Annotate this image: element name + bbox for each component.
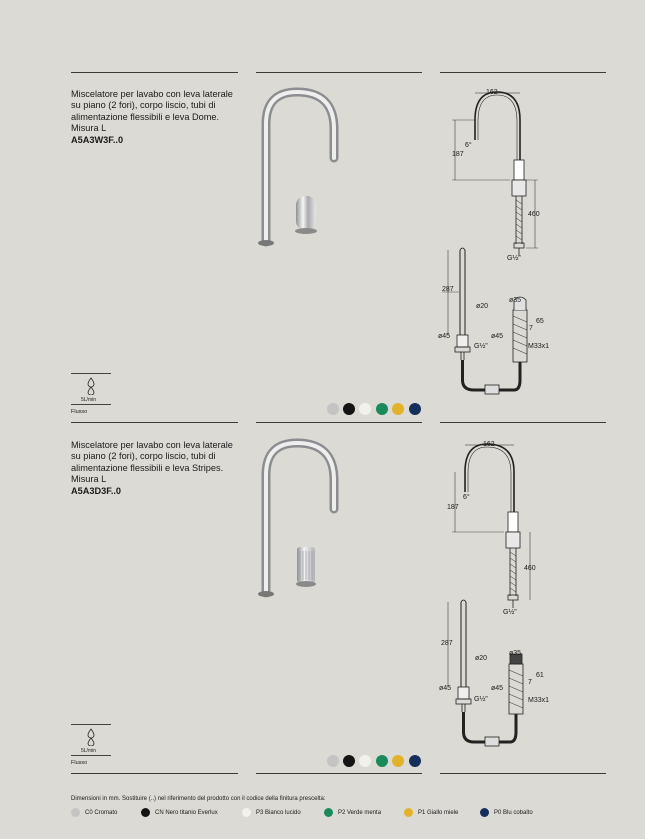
legend-p0-label: P0 Blu cobalto [494,809,533,816]
legend-c0 [71,807,117,818]
finish-dot-c0[interactable] [327,403,339,415]
finish-dot-p1[interactable] [392,755,404,767]
dim-m33: M33x1 [528,343,550,350]
dim-d20: ø20 [476,303,489,310]
legend-p2 [324,807,381,818]
legend-cn [141,807,218,818]
dim-thread-2: G½" [474,343,488,350]
finish-dot-p1[interactable] [392,403,404,415]
legend-c0-label: C0 Cromato [85,809,118,816]
legend-p0 [480,807,533,818]
flow-box [71,373,111,405]
dim-d45-right: ø45 [491,333,504,340]
product-1-code: A5A3W3F..0 [71,134,124,145]
product-2-photo [252,435,352,605]
product-1-technical-drawing [430,80,610,405]
product-2-title: Miscelatore per lavabo con leva laterale su piano (2 fori), corpo liscio, tubi di alimentazione flessibili e leva Stripes. Misura L [71,440,233,485]
dim-7: 7 [528,679,532,686]
dim-thread: G½" [503,609,517,616]
swatch-p0 [480,808,489,817]
dim-d45-left: ø45 [438,333,451,340]
rule-bottom-col3 [440,773,606,774]
rule-top-col3 [440,72,606,73]
swatch-c0 [71,808,80,817]
finish-dot-cn[interactable] [343,403,355,415]
legend-p2-label: P2 Verde menta [338,809,382,816]
rule-top-col2 [256,72,422,73]
dim-spout-height: 187 [447,504,459,511]
finish-dot-p0[interactable] [409,755,421,767]
legend-p3 [242,807,301,818]
rule-mid-col3 [440,422,606,423]
product-2-flow [71,724,111,766]
flow-value: 5L/min [81,397,97,403]
dim-angle: 6° [463,494,470,501]
water-drop-icon [86,377,96,395]
water-drop-icon [86,728,96,746]
rule-bottom-col2 [256,773,422,774]
dim-65: 65 [536,318,544,325]
product-1-flow [71,373,111,415]
dim-lever-height: 287 [441,640,453,647]
product-1-photo [252,84,352,254]
finish-dot-cn[interactable] [343,755,355,767]
legend-p1 [404,807,458,818]
finish-dot-p3[interactable] [359,755,371,767]
rule-mid-col2 [256,422,422,423]
product-2-code: A5A3D3F..0 [71,485,122,496]
product-2-finish-dots [327,755,427,767]
swatch-p2 [324,808,333,817]
flow-label: Flusso [71,409,88,415]
finish-dot-p2[interactable] [376,403,388,415]
swatch-p1 [404,808,413,817]
dim-m33: M33x1 [528,697,550,704]
dimensions-note: Dimensioni in mm. Sostituire (..) nel riferimento del prodotto con il codice della finitura prescelta: [71,796,326,802]
dim-thread: G½" [507,255,521,262]
flow-value: 5L/min [81,748,97,754]
dim-7: 7 [529,325,533,332]
flow-box [71,724,111,756]
product-2-description [71,440,239,497]
dim-d45-right: ø45 [491,685,504,692]
dim-d35: ø35 [509,297,522,304]
finish-dot-p0[interactable] [409,403,421,415]
product-1-description [71,89,239,146]
finish-dot-c0[interactable] [327,755,339,767]
legend-cn-label: CN Nero titanio Everlux [155,809,218,816]
rule-top-col1 [71,72,238,73]
product-2-technical-drawing [430,432,610,757]
finish-dot-p2[interactable] [376,755,388,767]
product-1-title: Miscelatore per lavabo con leva laterale su piano (2 fori), corpo liscio, tubi di alimentazione flessibili e leva Dome. Misura L [71,89,233,134]
dim-d35: ø35 [509,650,522,657]
dim-61: 61 [536,672,544,679]
dim-d20: ø20 [475,655,488,662]
product-1-finish-dots [327,403,427,415]
dim-width: 162 [486,89,498,96]
dim-lever-height: 287 [442,286,454,293]
swatch-cn [141,808,150,817]
legend-p1-label: P1 Giallo miele [418,809,459,816]
dim-thread-2: G½" [474,696,488,703]
rule-bottom-col1 [71,773,238,774]
legend-p3-label: P3 Bianco lucido [256,809,301,816]
dim-spout-height: 187 [452,151,464,158]
rule-mid-col1 [71,422,238,423]
swatch-p3 [242,808,251,817]
dim-body-height: 460 [528,211,540,218]
dim-width: 162 [483,441,495,448]
flow-label: Flusso [71,760,88,766]
dim-angle: 6° [465,142,472,149]
finish-dot-p3[interactable] [359,403,371,415]
dim-body-height: 460 [524,565,536,572]
dim-d45-left: ø45 [439,685,452,692]
